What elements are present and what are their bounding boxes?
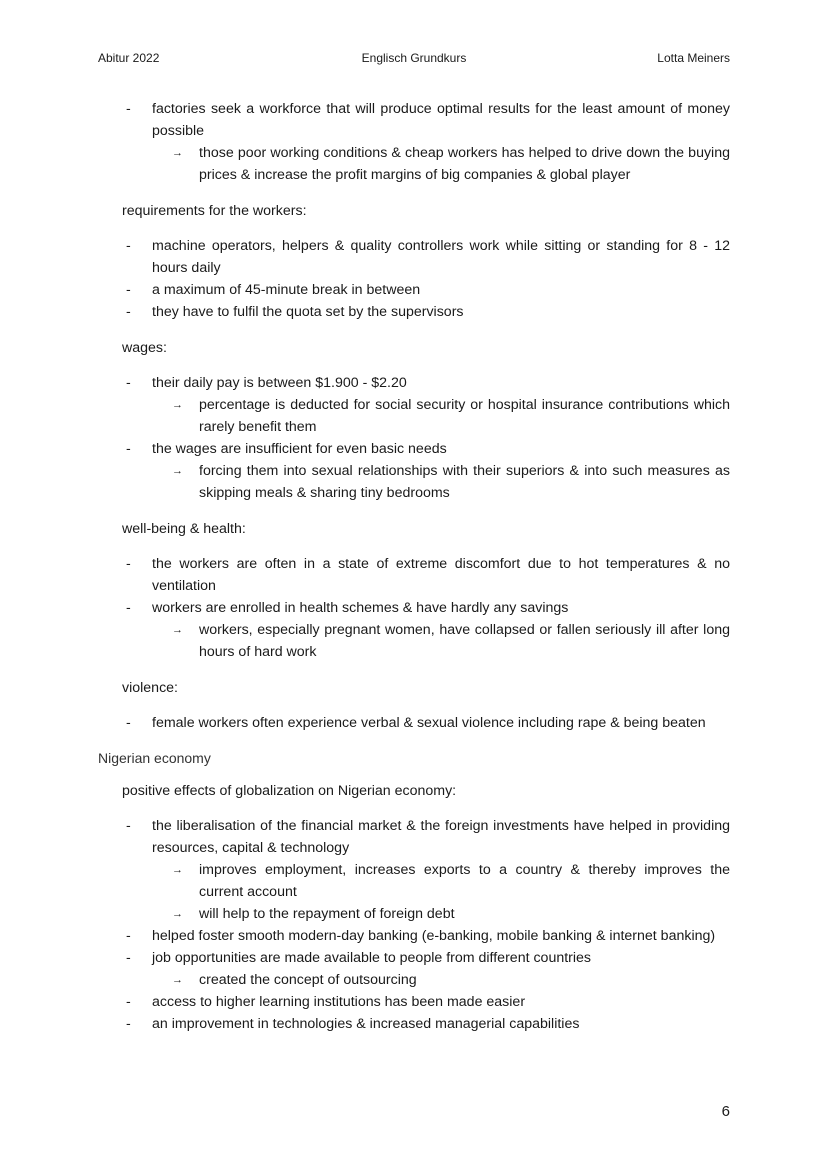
arrow-icon: → — [172, 465, 183, 477]
arrow-icon: → — [172, 974, 183, 986]
page-number: 6 — [721, 1103, 730, 1120]
page-content — [0, 98, 828, 1048]
arrow-icon: → — [172, 908, 183, 920]
arrow-icon: → — [172, 399, 183, 411]
list-item: - helped foster smooth modern-day banking (e-banking, mobile banking & internet banking) — [0, 925, 828, 947]
intro-list — [0, 98, 828, 186]
list-item: - the liberalisation of the financial market & the foreign investments have helped in providing resources, capital & technology — [0, 815, 828, 859]
arrow-item-text: workers, especially pregnant women, have collapsed or fallen seriously ill after long hours of hard work — [199, 622, 730, 660]
list-item-text: factories seek a workforce that will produce optimal results for the least amount of money possible — [152, 101, 730, 139]
arrow-item — [0, 903, 828, 925]
arrow-item — [0, 142, 828, 186]
arrow-item — [0, 859, 828, 903]
arrow-item-text: those poor working conditions & cheap workers has helped to drive down the buying prices & increase the profit margins of big companies & global player — [199, 145, 730, 183]
list-item: - they have to fulfil the quota set by the supervisors — [0, 301, 828, 323]
arrow-item — [0, 460, 828, 504]
arrow-item-text: created the concept of outsourcing — [199, 972, 417, 988]
list-item: - the wages are insufficient for even basic needs — [0, 438, 828, 460]
header-left: Abitur 2022 — [98, 51, 160, 65]
section-title-violence: violence: — [122, 680, 178, 696]
arrow-item — [0, 619, 828, 663]
arrow-item-text: will help to the repayment of foreign debt — [199, 906, 455, 922]
arrow-item — [0, 394, 828, 438]
section-title-wellbeing: well-being & health: — [122, 521, 246, 537]
list-item: - machine operators, helpers & quality controllers work while sitting or standing for 8 - 12 hours daily — [0, 235, 828, 279]
wages-list — [0, 372, 828, 504]
arrow-item-text: percentage is deducted for social security or hospital insurance contributions which rarely benefit them — [199, 397, 730, 435]
wellbeing-list — [0, 553, 828, 663]
list-item: - an improvement in technologies & increased managerial capabilities — [0, 1013, 828, 1035]
page-header — [98, 51, 730, 67]
section-heading-nigeria: Nigerian economy — [98, 750, 211, 766]
list-item: - workers are enrolled in health schemes & have hardly any savings — [0, 597, 828, 619]
list-item: - the workers are often in a state of extreme discomfort due to hot temperatures & no ventilation — [0, 553, 828, 597]
arrow-icon: → — [172, 864, 183, 876]
list-item — [0, 98, 828, 186]
arrow-item-text: improves employment, increases exports to a country & thereby improves the current account — [199, 862, 730, 900]
sub-list — [0, 142, 828, 186]
list-item: - a maximum of 45-minute break in between — [0, 279, 828, 301]
list-item: - job opportunities are made available to people from different countries — [0, 947, 828, 969]
header-center: Englisch Grundkurs — [361, 51, 467, 65]
section-title-wages: wages: — [122, 340, 167, 356]
arrow-icon: → — [172, 624, 183, 636]
requirements-list — [0, 235, 828, 323]
header-right: Lotta Meiners — [657, 51, 730, 65]
list-item: - access to higher learning institutions has been made easier — [0, 991, 828, 1013]
arrow-item-text: forcing them into sexual relationships with their superiors & into such measures as skipping meals & sharing tiny bedrooms — [199, 463, 730, 501]
arrow-icon: → — [172, 147, 183, 159]
violence-list — [0, 712, 828, 734]
list-item: - their daily pay is between $1.900 - $2.20 — [0, 372, 828, 394]
section-title-requirements: requirements for the workers: — [122, 203, 307, 219]
arrow-item — [0, 969, 828, 991]
nigeria-list — [0, 815, 828, 1035]
section-title-nigeria: positive effects of globalization on Nigerian economy: — [122, 783, 457, 799]
list-item: - female workers often experience verbal & sexual violence including rape & being beaten — [0, 712, 828, 734]
